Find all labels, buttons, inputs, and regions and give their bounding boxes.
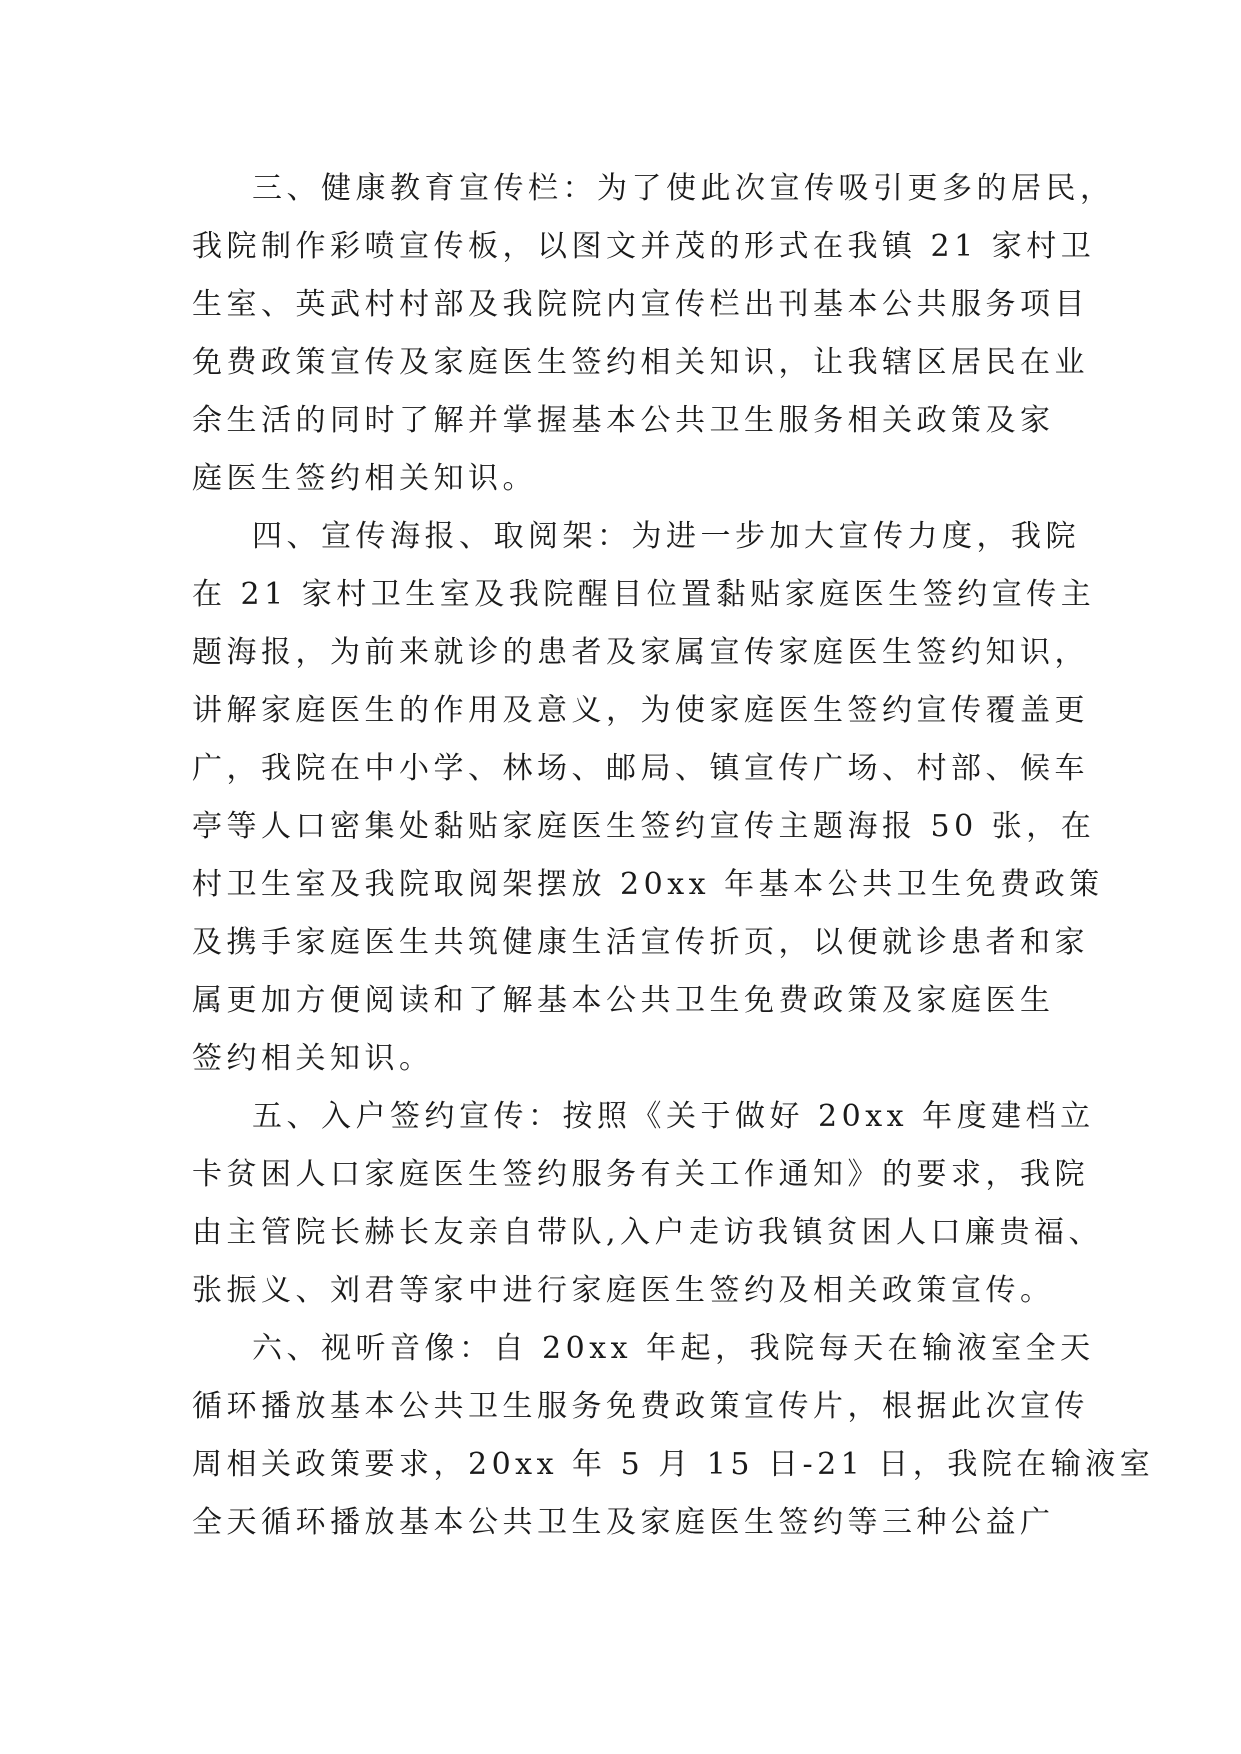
paragraph-health-education-board (192, 160, 1115, 508)
text-line: 周相关政策要求，20xx 年 5 月 15 日-21 日，我院在输液室 (192, 1447, 1155, 1482)
text-line: 签约相关知识。 (192, 1041, 434, 1076)
text-line: 广，我院在中小学、林场、邮局、镇宣传广场、村部、候车 (192, 751, 1089, 786)
text-line: 讲解家庭医生的作用及意义，为使家庭医生签约宣传覆盖更 (192, 693, 1089, 728)
document-body (192, 160, 1155, 1552)
paragraph-audio-visual (192, 1320, 1155, 1552)
text-line: 卡贫困人口家庭医生签约服务有关工作通知》的要求，我院 (192, 1157, 1089, 1192)
text-line: 我院制作彩喷宣传板，以图文并茂的形式在我镇 21 家村卫 (192, 229, 1096, 264)
text-line: 及携手家庭医生共筑健康生活宣传折页，以便就诊患者和家 (192, 925, 1089, 960)
paragraph-household-signing (192, 1088, 1104, 1320)
text-line: 全天循环播放基本公共卫生及家庭医生签约等三种公益广 (192, 1505, 1055, 1540)
text-line: 循环播放基本公共卫生服务免费政策宣传片，根据此次宣传 (192, 1389, 1089, 1424)
text-line: 由主管院长赫长友亲自带队,入户走访我镇贫困人口廉贵福、 (192, 1215, 1104, 1250)
text-line: 亭等人口密集处黏贴家庭医生签约宣传主题海报 50 张，在 (192, 809, 1096, 844)
text-line: 五、入户签约宣传：按照《关于做好 20xx 年度建档立 (252, 1099, 1095, 1134)
text-line: 庭医生签约相关知识。 (192, 461, 537, 496)
paragraph-posters-racks (192, 508, 1104, 1088)
text-line: 在 21 家村卫生室及我院醒目位置黏贴家庭医生签约宣传主 (192, 577, 1096, 612)
text-line: 张振义、刘君等家中进行家庭医生签约及相关政策宣传。 (192, 1273, 1055, 1308)
text-line: 村卫生室及我院取阅架摆放 20xx 年基本公共卫生免费政策 (192, 867, 1104, 902)
text-line: 六、视听音像：自 20xx 年起，我院每天在输液室全天 (252, 1331, 1095, 1366)
text-line: 四、宣传海报、取阅架：为进一步加大宣传力度，我院 (252, 519, 1080, 554)
text-line: 余生活的同时了解并掌握基本公共卫生服务相关政策及家 (192, 403, 1055, 438)
text-line: 生室、英武村村部及我院院内宣传栏出刊基本公共服务项目 (192, 287, 1089, 322)
text-line: 三、健康教育宣传栏：为了使此次宣传吸引更多的居民， (252, 171, 1115, 206)
text-line: 属更加方便阅读和了解基本公共卫生免费政策及家庭医生 (192, 983, 1055, 1018)
text-line: 免费政策宣传及家庭医生签约相关知识，让我辖区居民在业 (192, 345, 1089, 380)
text-line: 题海报，为前来就诊的患者及家属宣传家庭医生签约知识， (192, 635, 1089, 670)
